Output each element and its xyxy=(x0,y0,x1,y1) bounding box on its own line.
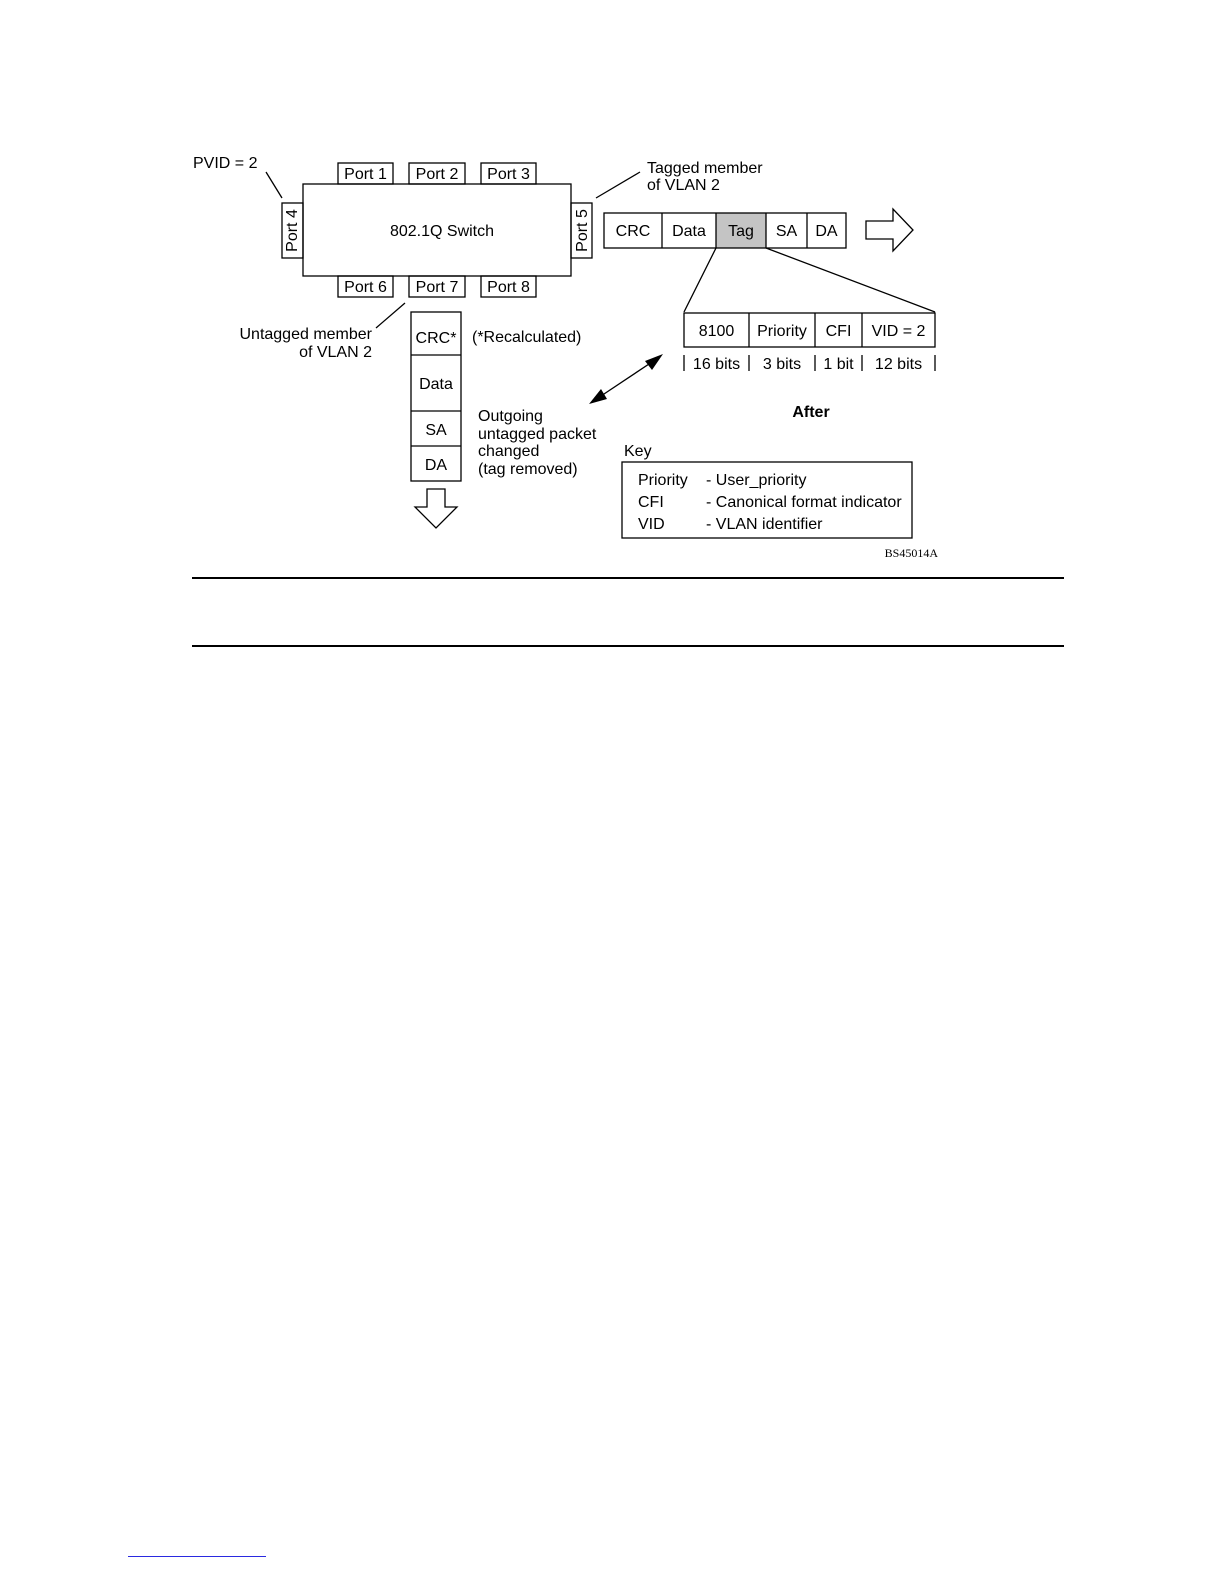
tag-field-priority: Priority xyxy=(757,323,807,340)
rule-top xyxy=(192,577,1064,579)
tag-size-cfi: 1 bit xyxy=(823,356,854,373)
frame-da: DA xyxy=(815,223,838,240)
key-def-priority: - User_priority xyxy=(706,472,807,489)
zoom-line-left xyxy=(684,248,716,312)
untagged-member-line2: of VLAN 2 xyxy=(299,344,372,361)
arrowhead-down xyxy=(589,389,607,404)
outgoing-right-arrow xyxy=(866,209,913,251)
pvid-leader xyxy=(266,172,282,198)
port-5-label: Port 5 xyxy=(574,209,591,252)
zoom-line-right xyxy=(766,248,935,312)
key-title: Key xyxy=(624,443,652,460)
tag-size-priority: 3 bits xyxy=(762,356,802,373)
port-4-label: Port 4 xyxy=(284,209,301,252)
tagged-member-line2: of VLAN 2 xyxy=(647,177,720,194)
port-6-label: Port 6 xyxy=(344,279,387,296)
untagged-da: DA xyxy=(424,457,448,474)
key-term-cfi: CFI xyxy=(638,494,664,511)
tag-field-tpid: 8100 xyxy=(698,323,735,340)
port-7-label: Port 7 xyxy=(415,279,459,296)
frame-tag: Tag xyxy=(728,223,754,240)
switch-title: 802.1Q Switch xyxy=(389,223,495,240)
comparison-arrow xyxy=(598,360,655,398)
outgoing-note-line2: untagged packet xyxy=(478,426,597,443)
key-term-vid: VID xyxy=(638,516,665,533)
vlan-tagging-diagram xyxy=(0,0,1225,600)
tag-size-tpid: 16 bits xyxy=(692,356,741,373)
figure-id: BS45014A xyxy=(884,546,938,560)
arrowhead-up xyxy=(645,354,663,370)
key-def-cfi: - Canonical format indicator xyxy=(706,494,902,511)
key-term-priority: Priority xyxy=(638,472,688,489)
untagged-sa: SA xyxy=(425,422,447,439)
pvid-label: PVID = 2 xyxy=(193,155,258,172)
outgoing-note-line1: Outgoing xyxy=(478,408,543,425)
untagged-member-line1: Untagged member xyxy=(239,326,372,343)
tagged-member-line1: Tagged member xyxy=(647,160,763,177)
port-3-label: Port 3 xyxy=(487,166,530,183)
port-8-label: Port 8 xyxy=(487,279,530,296)
tag-field-cfi: CFI xyxy=(825,323,852,340)
outgoing-note-line3: changed xyxy=(478,443,540,460)
tag-field-vid: VID = 2 xyxy=(871,323,926,340)
frame-crc: CRC xyxy=(615,223,651,240)
frame-data: Data xyxy=(672,223,706,240)
footer-link-underline[interactable] xyxy=(128,1556,266,1557)
key-def-vid: - VLAN identifier xyxy=(706,516,823,533)
outgoing-down-arrow xyxy=(415,489,457,528)
port-1-label: Port 1 xyxy=(344,166,387,183)
untagged-leader xyxy=(376,303,405,328)
rule-bottom xyxy=(192,645,1064,647)
outgoing-note-line4: (tag removed) xyxy=(478,461,578,478)
frame-sa: SA xyxy=(775,223,798,240)
untagged-crc: CRC* xyxy=(415,330,457,347)
tagged-leader xyxy=(596,172,640,198)
after-caption: After xyxy=(792,404,830,421)
tag-size-vid: 12 bits xyxy=(874,356,923,373)
untagged-data: Data xyxy=(419,376,453,393)
recalculated-note: (*Recalculated) xyxy=(472,329,582,346)
port-2-label: Port 2 xyxy=(415,166,459,183)
